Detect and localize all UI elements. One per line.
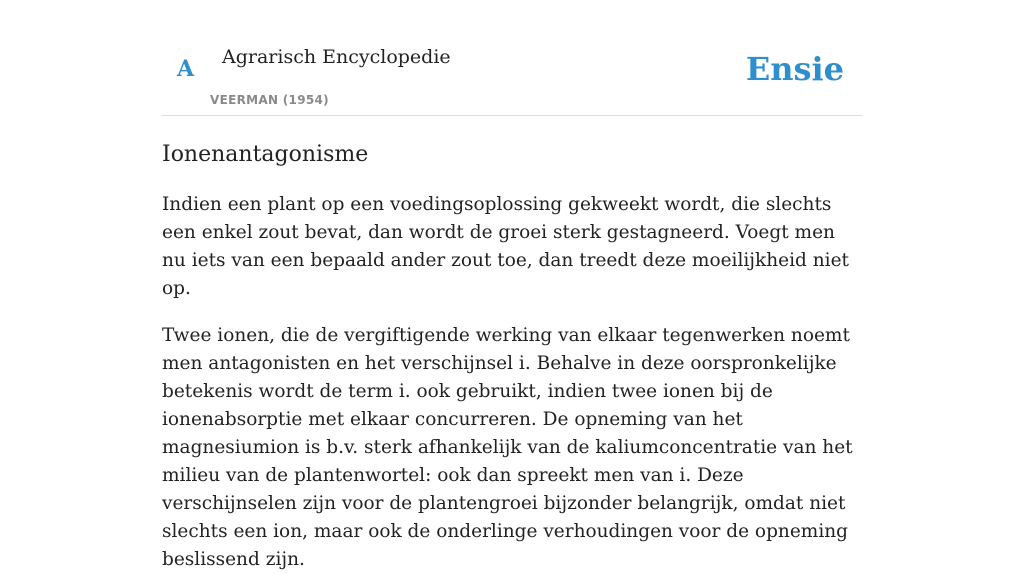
- encyclopedia-source: VEERMAN (1954): [210, 93, 329, 107]
- ensie-logo-link[interactable]: Ensie: [745, 50, 844, 88]
- encyclopedia-header: [162, 0, 862, 116]
- encyclopedia-letter-badge[interactable]: A: [177, 56, 195, 82]
- encyclopedia-title-link[interactable]: Agrarisch Encyclopedie: [222, 46, 451, 68]
- article-paragraph: Twee ionen, die de vergiftigende werking van elkaar tegenwerken noemt men antagonisten en het verschijnsel i. Behalve in deze oorspronkelijke betekenis wordt de term i. ook gebruikt, indien twee ionen bij de ionenabsorptie met elkaar concurreren. De opneming van het magnesiumion is b.v. sterk afhankelijk van de kaliumconcentratie van het milieu van de plantenwortel: ook dan spreekt men van i. Deze verschijnselen zijn voor de plantengroei bijzonder belangrijk, omdat niet slechts een ion, maar ook de onderlinge verhoudingen voor de opneming beslissend zijn.: [162, 325, 853, 570]
- article-title: Ionenantagonisme: [162, 142, 369, 167]
- article-paragraph: Indien een plant op een voedingsoplossing gekweekt wordt, die slechts een enkel zout bevat, dan wordt de groei sterk gestagneerd. Voegt men nu iets van een bepaald ander zout toe, dan treedt deze moeilijkheid niet op.: [162, 194, 849, 299]
- page-container: [162, 0, 862, 574]
